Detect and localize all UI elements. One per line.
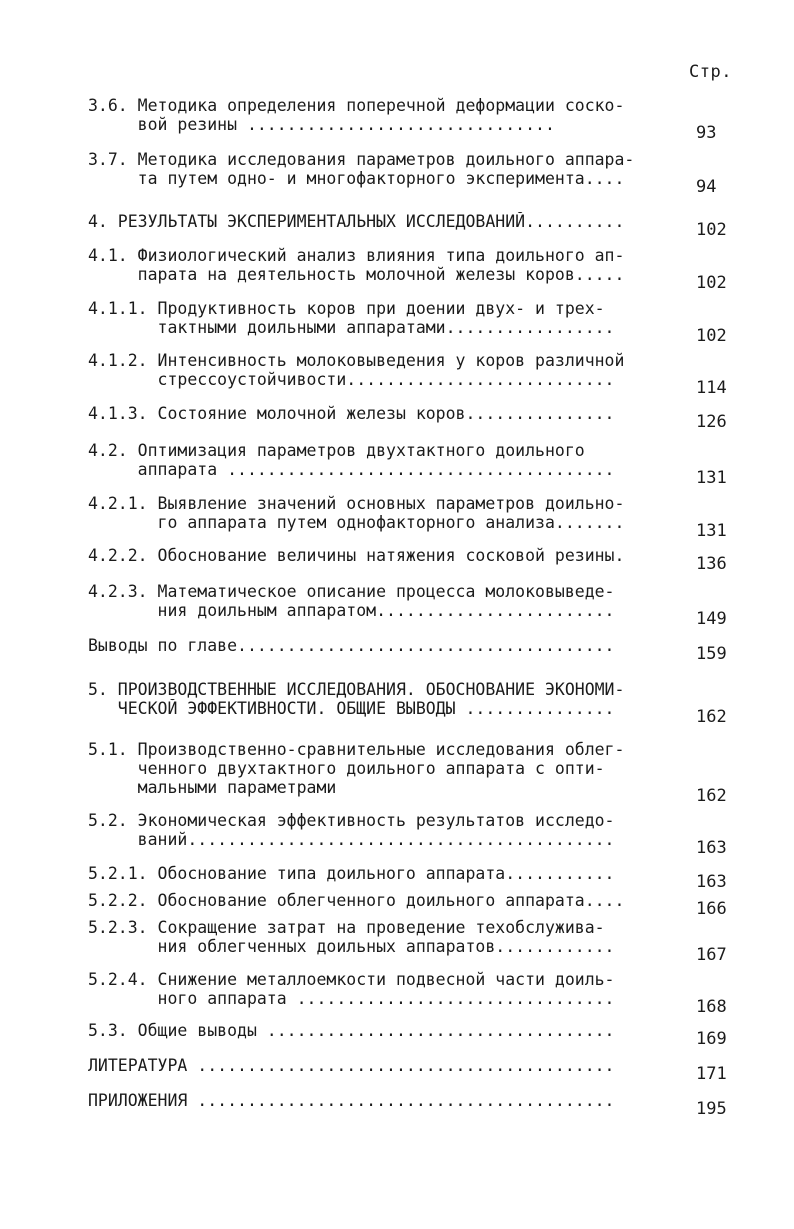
toc-page-number: 166 [696,899,727,919]
toc-entry-line: та путем одно- и многофакторного эксперимента.... [88,169,625,188]
toc-entry [88,1021,728,1040]
toc-entry-line: 5.2. Экономическая эффективность результатов исследо- [88,811,615,830]
toc-page-number: 163 [696,838,727,858]
toc-entry [88,891,728,910]
toc-entry [88,811,728,849]
toc-entry [88,546,728,565]
toc-entry-line: вой резины ............................... [88,115,555,134]
toc-entry-line: 4.1.2. Интенсивность молоковыведения у коров различной [88,351,625,370]
toc-entry [88,636,728,655]
toc-page-number: 169 [696,1029,727,1049]
toc-entry [88,494,728,532]
toc-entry-line: Выводы по главе...................................... [88,636,615,655]
toc-entry-line: ния облегченных доильных аппаратов............ [88,937,615,956]
toc-entry-line: го аппарата путем однофакторного анализа....... [88,513,625,532]
toc-entry-line: 4.1. Физиологический анализ влияния типа доильного ап- [88,246,625,265]
toc-page-number: 102 [696,273,727,293]
toc-entry [88,864,728,883]
toc-page-number: 167 [696,945,727,965]
toc-entry-line: 5.2.3. Сокращение затрат на проведение техобслужива- [88,918,605,937]
toc-entry [88,404,728,423]
toc-entry-line: ного аппарата ................................ [88,989,615,1008]
toc-entry-line: 4.2.1. Выявление значений основных параметров доильно- [88,494,625,513]
toc-page-number: 171 [696,1064,727,1084]
page-column-header: Стр. [689,62,732,82]
toc-entry [88,212,728,231]
toc-page-number: 94 [696,177,717,197]
toc-entry [88,441,728,479]
toc-entry [88,150,728,188]
toc-entry [88,246,728,284]
toc-entry [88,96,728,134]
toc-entry-line: 3.7. Методика исследования параметров доильного аппара- [88,150,635,169]
toc-entry-line: ПРИЛОЖЕНИЯ .......................................... [88,1091,615,1110]
toc-page-number: 131 [696,521,727,541]
toc-page-number: 131 [696,468,727,488]
toc-entry-line: ваний........................................... [88,830,615,849]
toc-entry-line: ЛИТЕРАТУРА .......................................... [88,1056,615,1075]
toc-entry-line: 5.3. Общие выводы ................................... [88,1021,615,1040]
toc-entry-line: 5.2.1. Обоснование типа доильного аппарата........... [88,864,615,883]
toc-entry-line: 4.2.2. Обоснование величины натяжения сосковой резины. [88,546,625,565]
toc-entry-line: 4.1.3. Состояние молочной железы коров............... [88,404,615,423]
toc-entry-line: аппарата ....................................... [88,460,615,479]
toc-entry [88,1056,728,1075]
toc-page-number: 102 [696,326,727,346]
toc-entry [88,970,728,1008]
toc-page-number: 162 [696,707,727,727]
toc-entry-line: 4. РЕЗУЛЬТАТЫ ЭКСПЕРИМЕНТАЛЬНЫХ ИССЛЕДОВАНИЙ.......... [88,212,625,231]
toc-page-number: 102 [696,220,727,240]
toc-page-number: 93 [696,123,717,143]
toc-entry-line: парата на деятельность молочной железы коров..... [88,265,625,284]
toc-entry [88,299,728,337]
toc-entry-line: 5.2.2. Обоснование облегченного доильного аппарата.... [88,891,625,910]
toc-entry-line: 4.2. Оптимизация параметров двухтактного доильного [88,441,585,460]
toc-entry-line: 4.1.1. Продуктивность коров при доении двух- и трех- [88,299,605,318]
toc-page-number: 162 [696,786,727,806]
toc-page-number: 163 [696,872,727,892]
toc-entry-line: мальными параметрами [88,778,337,797]
toc-entry [88,680,728,718]
toc-entry-line: стрессоустойчивости........................... [88,370,615,389]
toc-entry-line: тактными доильными аппаратами................. [88,318,615,337]
toc-page-number: 126 [696,412,727,432]
toc-entry [88,1091,728,1110]
toc-entry [88,918,728,956]
toc-page-number: 195 [696,1099,727,1119]
toc-page-number: 168 [696,997,727,1017]
toc-entry-line: 5.2.4. Снижение металлоемкости подвесной части доиль- [88,970,615,989]
toc-entry [88,351,728,389]
toc-page-number: 149 [696,609,727,629]
toc-page-number: 136 [696,554,727,574]
toc-page-number: 114 [696,378,727,398]
toc-entry [88,582,728,620]
toc-page-number: 159 [696,644,727,664]
toc-entry-line: ния доильным аппаратом........................ [88,601,615,620]
toc-entry-line: 5. ПРОИЗВОДСТВЕННЫЕ ИССЛЕДОВАНИЯ. ОБОСНОВАНИЕ ЭКОНОМИ- [88,680,625,699]
toc-entry-line: ченного двухтактного доильного аппарата с опти- [88,759,605,778]
toc-entry [88,740,728,797]
toc-entry-line: ЧЕСКОЙ ЭФФЕКТИВНОСТИ. ОБЩИЕ ВЫВОДЫ ............... [88,699,615,718]
toc-entry-line: 4.2.3. Математическое описание процесса молоковыведе- [88,582,615,601]
toc-entry-line: 5.1. Производственно-сравнительные исследования облег- [88,740,625,759]
toc-entry-line: 3.6. Методика определения поперечной деформации соско- [88,96,625,115]
